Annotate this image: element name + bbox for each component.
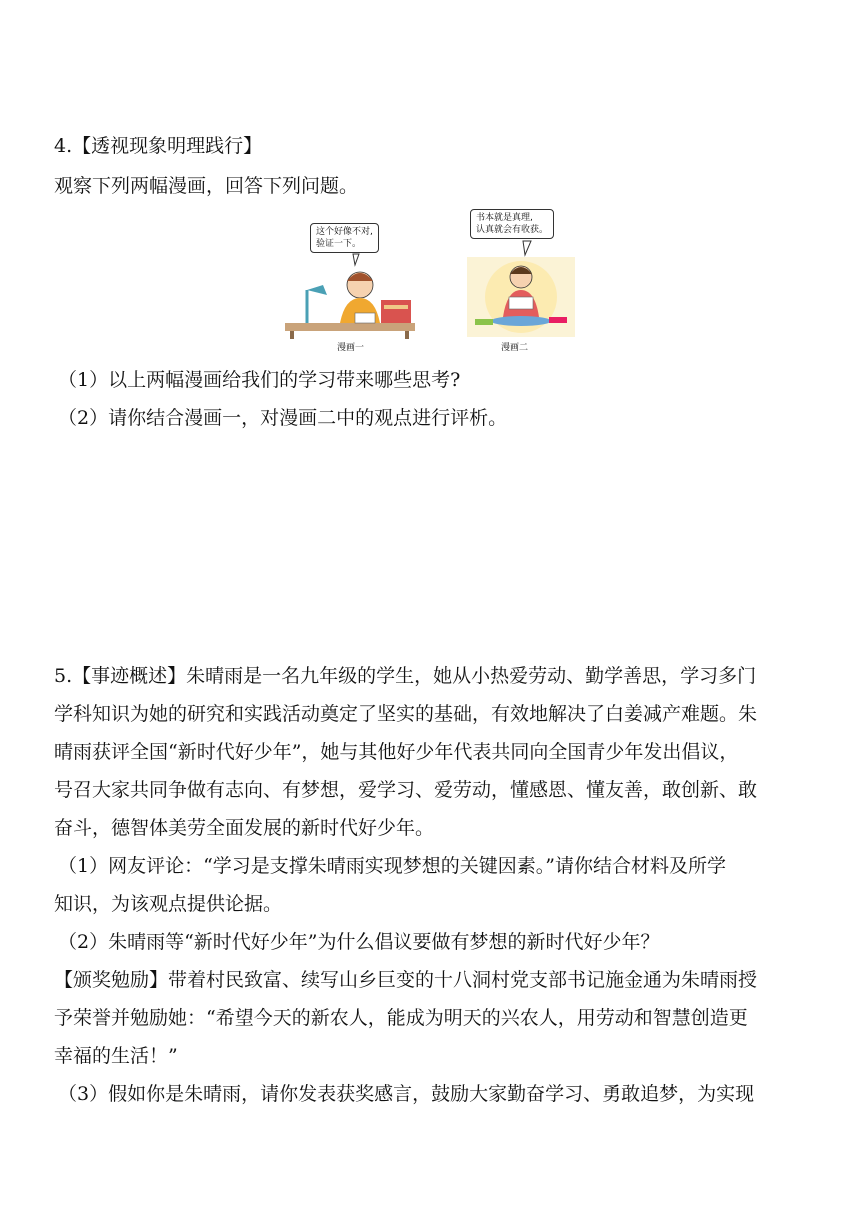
comic-one <box>285 205 425 355</box>
question-4-heading: 4.【透视现象明理践行】 <box>54 135 263 157</box>
comic-one-illustration <box>285 205 425 355</box>
comic-two-illustration <box>465 205 580 355</box>
question-5-sub-1-cont: 知识，为该观点提供论据。 <box>54 893 283 915</box>
award-line: 幸福的生活！” <box>54 1045 178 1067</box>
question-5-line: 晴雨获评全国“新时代好少年”，她与其他好少年代表共同向全国青少年发出倡议， <box>54 741 739 763</box>
comic-one-caption: 漫画一 <box>337 343 365 353</box>
question-4-intro: 观察下列两幅漫画，回答下列问题。 <box>54 175 359 197</box>
question-5-line: 5.【事迹概述】朱晴雨是一名九年级的学生，她从小热爱劳动、勤学善思，学习多门 <box>54 665 757 687</box>
question-5-line: 号召大家共同争做有志向、有梦想，爱学习、爱劳动，懂感恩、懂友善，敢创新、敢 <box>54 779 758 801</box>
comic-two <box>465 205 580 355</box>
question-5-sub-2: （2）朱晴雨等“新时代好少年”为什么倡议要做有梦想的新时代好少年？ <box>58 931 660 953</box>
question-5-line: 学科知识为她的研究和实践活动奠定了坚实的基础，有效地解决了白姜减产难题。朱 <box>54 703 758 725</box>
award-line: 予荣誉并勉励她：“希望今天的新农人，能成为明天的兴农人，用劳动和智慧创造更 <box>54 1007 748 1029</box>
comic-two-caption: 漫画二 <box>501 343 529 353</box>
award-line: 【颁奖勉励】带着村民致富、续写山乡巨变的十八洞村党支部书记施金通为朱晴雨授 <box>54 969 758 991</box>
question-4-sub-1: （1）以上两幅漫画给我们的学习带来哪些思考? <box>58 369 461 391</box>
cartoon-figure <box>285 205 585 355</box>
comic-one-speech-bubble: 这个好像不对, 验证一下。 <box>310 223 379 253</box>
comic-two-speech-bubble: 书本就是真理, 认真就会有收获。 <box>470 209 554 239</box>
question-4-sub-2: （2）请你结合漫画一，对漫画二中的观点进行评析。 <box>58 407 508 429</box>
question-5-sub-3: （3）假如你是朱晴雨，请你发表获奖感言，鼓励大家勤奋学习、勇敢追梦，为实现 <box>58 1083 755 1105</box>
question-5-line: 奋斗，德智体美劳全面发展的新时代好少年。 <box>54 817 435 839</box>
question-5-sub-1: （1）网友评论：“学习是支撑朱晴雨实现梦想的关键因素。”请你结合材料及所学 <box>58 855 727 877</box>
